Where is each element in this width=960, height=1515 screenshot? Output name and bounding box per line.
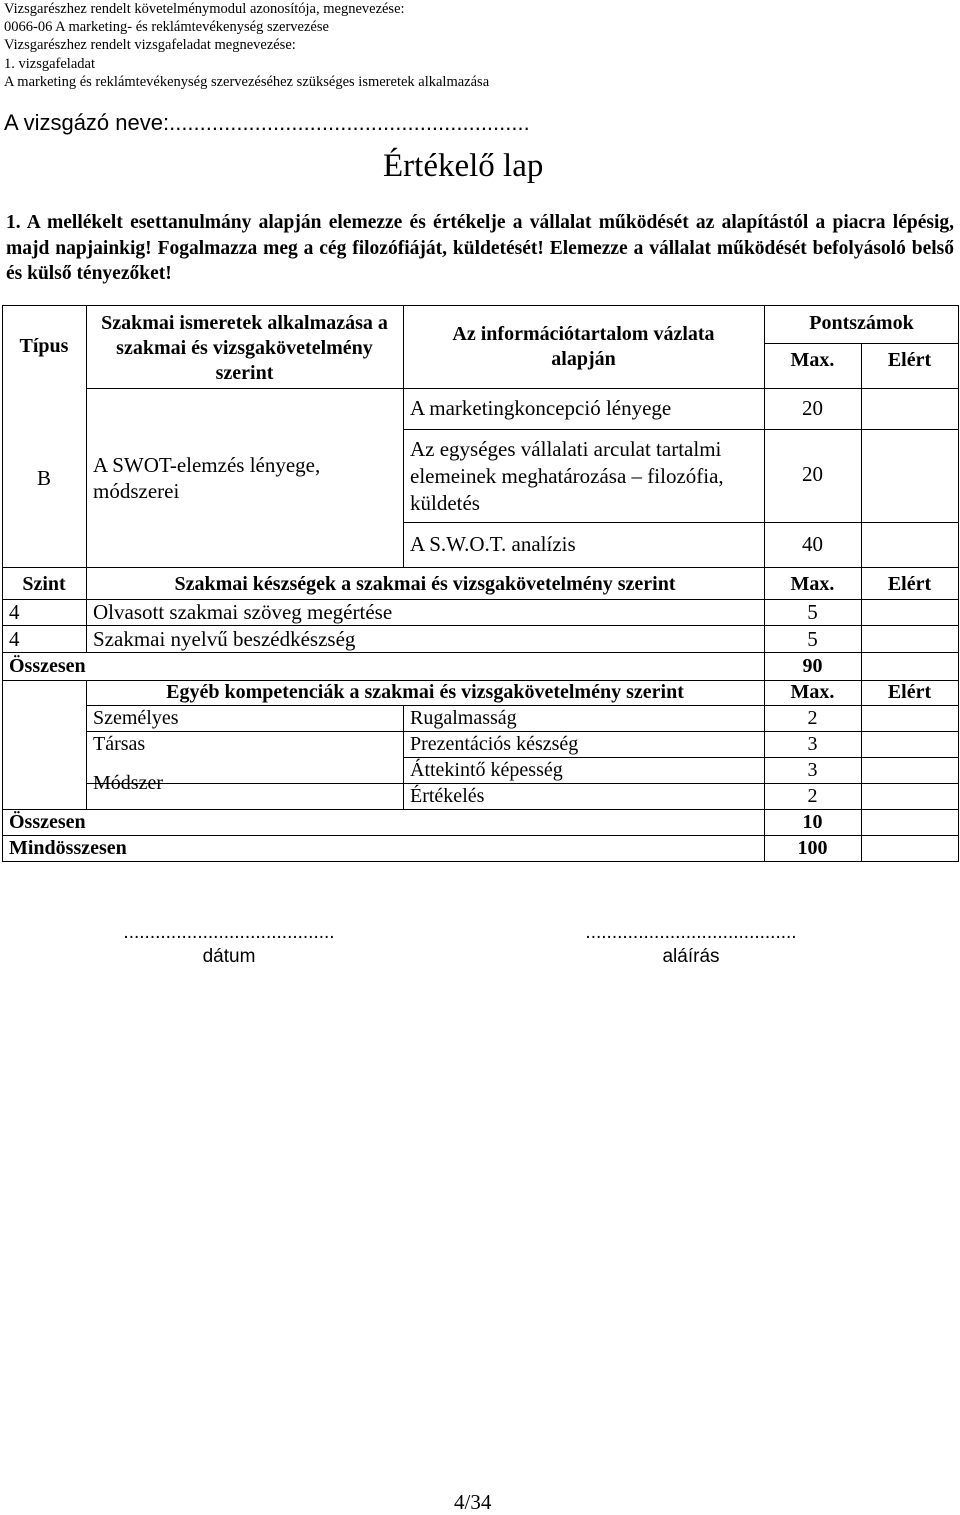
tipus-value: B <box>36 466 51 490</box>
table2-col-elert: Elért <box>887 573 932 595</box>
table3-total-max: 10 <box>802 811 823 833</box>
table3-col-max: Max. <box>790 681 835 703</box>
skill-row-1-text: Olvasott szakmai szöveg megértése <box>93 600 393 624</box>
content-row-2-text: Az egységes vállalati arculat tartalmi elemeinek meghatározása – filozófia, küldetés <box>410 437 724 515</box>
col-header-szakmai-ismeretek: Szakmai ismeretek alkalmazása a szakmai és vizsgakövetelmény szerint <box>101 312 388 384</box>
page-title: Értékelő lap <box>383 148 544 184</box>
competency-item-1: Rugalmasság <box>410 707 517 729</box>
table3-total-label: Összesen <box>9 811 86 833</box>
document-header <box>4 0 489 91</box>
date-label: dátum <box>202 946 256 967</box>
competency-item-3: Áttekintő képesség <box>410 759 563 781</box>
examinee-name-field: A vizsgázó neve:........................................................... <box>4 110 530 135</box>
competency-item-2-max: 3 <box>807 733 818 755</box>
header-line-4: 1. vizsgafeladat <box>4 55 95 72</box>
table2-total-label: Összesen <box>9 655 86 677</box>
col-header-szint: Szint <box>22 573 66 595</box>
col-header-egyeb-kompetenciak: Egyéb kompetenciák a szakmai és vizsgakövetelmény szerint <box>166 681 684 703</box>
topic-swot: A SWOT-elemzés lényege, módszerei <box>93 453 321 503</box>
signature-line: ........................................ <box>585 922 797 943</box>
competency-item-3-max: 3 <box>807 759 818 781</box>
header-line-3: Vizsgarészhez rendelt vizsgafeladat megnevezése: <box>4 37 296 54</box>
grand-total-label: Mindösszesen <box>9 837 127 859</box>
competency-item-4: Értékelés <box>410 785 485 807</box>
competency-cat-szemelyes: Személyes <box>93 707 179 729</box>
task-description: 1. A mellékelt esettanulmány alapján elemezze és értékelje a vállalat működését az alapítástól a piacra lépésig, majd napjainkig! Fogalmazza meg a cég filozófiáját, küldetését! Elemezze a vállalat működését befolyásoló belső és külső tényezőket! <box>6 212 954 284</box>
competency-cat-tarsas: Társas <box>93 733 146 755</box>
col-header-informaciotartalom: Az információtartalom vázlata alapján <box>452 323 715 370</box>
competency-item-2: Prezentációs készség <box>410 733 579 755</box>
col-header-elert: Elért <box>887 349 932 371</box>
page-number: 4/34 <box>454 1490 492 1514</box>
competency-item-4-max: 2 <box>807 785 818 807</box>
header-line-2: 0066-06 A marketing- és reklámtevékenység szervezése <box>4 19 329 36</box>
col-header-szakmai-keszsegek: Szakmai készségek a szakmai és vizsgakövetelmény szerint <box>174 573 676 595</box>
content-row-3-text: A S.W.O.T. analízis <box>410 532 576 556</box>
skill-row-1-szint: 4 <box>9 600 20 624</box>
col-header-max: Max. <box>790 349 835 371</box>
grand-total-max: 100 <box>797 837 828 859</box>
skill-row-2-max: 5 <box>807 627 818 651</box>
date-line: ........................................ <box>123 922 335 943</box>
skill-row-2-text: Szakmai nyelvű beszédkészség <box>93 627 356 651</box>
competency-cat-modszer: Módszer <box>93 772 163 794</box>
signature-label: aláírás <box>662 946 720 967</box>
content-row-1-max: 20 <box>802 396 823 420</box>
skill-row-1-max: 5 <box>807 600 818 624</box>
header-line-1: Vizsgarészhez rendelt követelménymodul azonosítója, megnevezése: <box>4 1 405 17</box>
table2-total-max: 90 <box>802 655 823 677</box>
skill-row-2-szint: 4 <box>9 627 20 651</box>
col-header-tipus: Típus <box>19 335 69 357</box>
table3-col-elert: Elért <box>887 681 932 703</box>
content-row-1-text: A marketingkoncepció lényege <box>410 396 672 420</box>
content-row-2-max: 20 <box>802 462 823 486</box>
col-header-pontszamok: Pontszámok <box>809 312 914 334</box>
table2-col-max: Max. <box>790 573 835 595</box>
header-line-5: A marketing és reklámtevékenység szervezéséhez szükséges ismeretek alkalmazása <box>4 73 490 90</box>
competency-item-1-max: 2 <box>807 707 818 729</box>
content-row-3-max: 40 <box>802 532 823 556</box>
